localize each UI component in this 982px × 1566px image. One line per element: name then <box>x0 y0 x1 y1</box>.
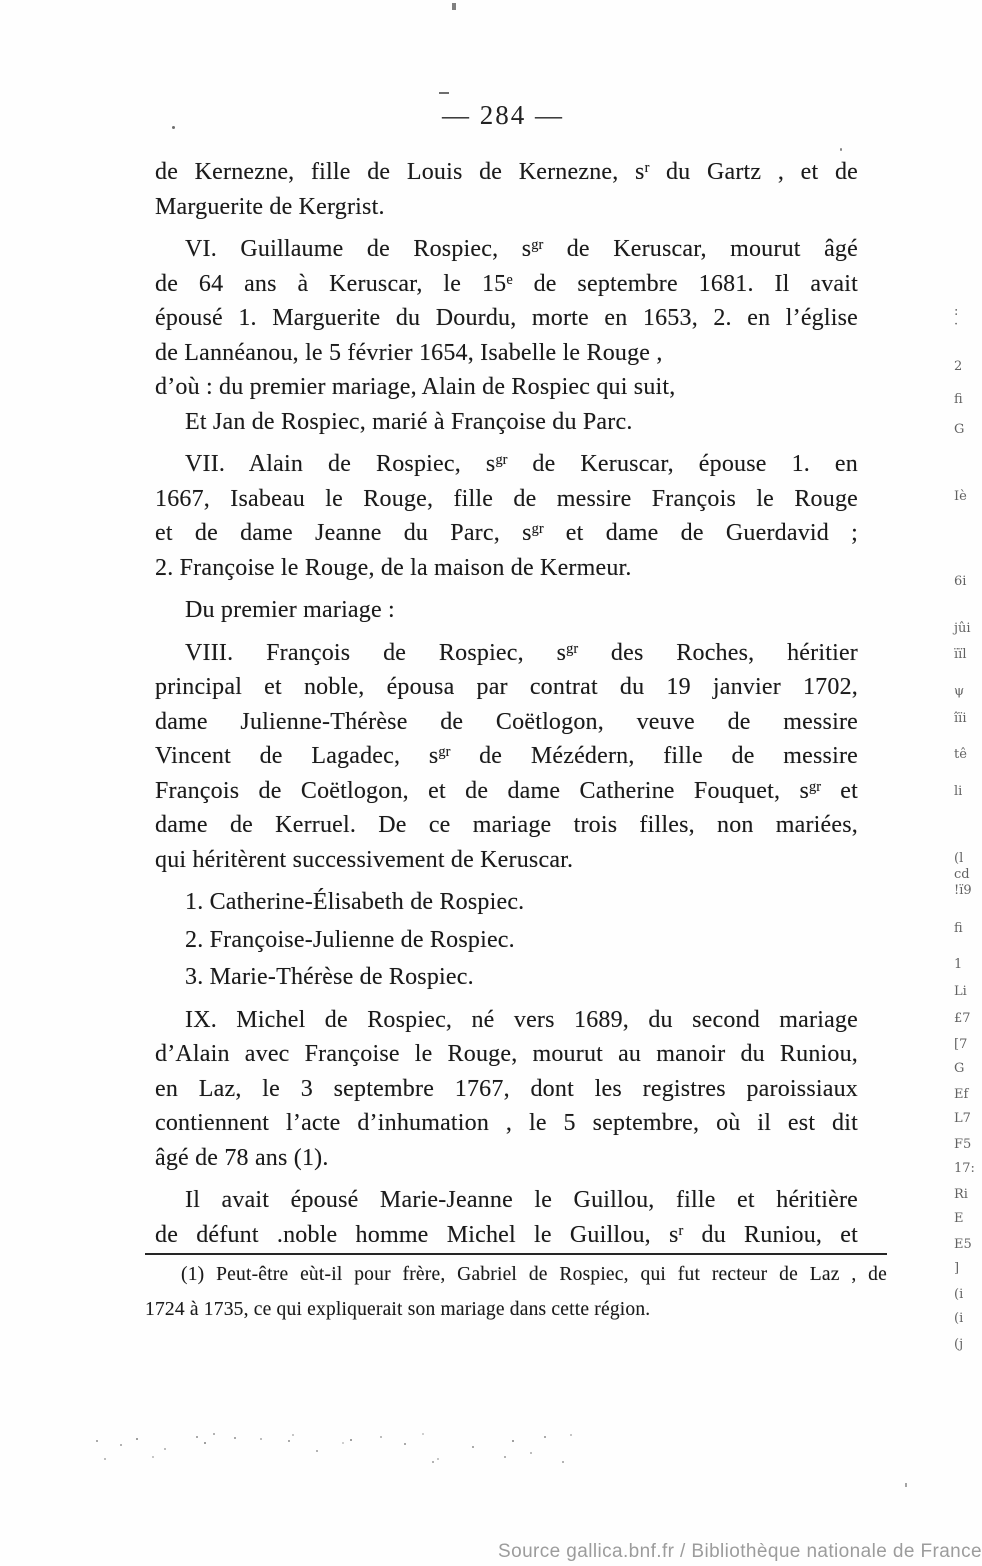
paragraph <box>155 1003 858 1176</box>
text-line: 2. Françoise le Rouge, de la maison de Kermeur. <box>155 554 632 581</box>
text-line: d’où : du premier mariage, Alain de Rospiec qui suit, <box>155 374 676 400</box>
bleed-fragment: : <box>954 304 959 319</box>
bleed-fragment: ψ <box>954 684 965 699</box>
bleed-fragment: 2 <box>954 359 963 374</box>
footnote-separator-rule <box>145 1253 887 1255</box>
scan-artifact <box>452 3 456 10</box>
text-line: et de dame Jeanne du Parc, $s^{gr}$ et dame de Guerdavid ; <box>155 520 858 546</box>
text-line: 3. Marie-Thérèse de Rospiec. <box>185 964 474 990</box>
scan-artifact <box>840 148 842 151</box>
text-line: de Kernezne, fille de Louis de Kernezne, $s^r$ du Gartz , et de <box>155 159 858 185</box>
text-line: de défunt .noble homme Michel le Guillou, $s^r$ du Runiou, et <box>155 1221 859 1248</box>
text-line: VII. Alain de Rospiec, $s^{gr}$ de Keruscar, épouse 1. en <box>185 451 858 477</box>
bleed-fragment: Li <box>954 984 967 999</box>
text-line: en Laz, le 3 septembre 1767, dont les registres paroissiaux <box>155 1075 858 1102</box>
page-number-header: — 284 — <box>442 100 564 130</box>
text-line: 1. Catherine-Élisabeth de Rospiec. <box>185 889 525 915</box>
bleed-fragment: Ef <box>954 1087 969 1102</box>
bleed-fragment: fi <box>954 392 963 407</box>
page-body-text <box>155 155 858 1252</box>
superscript: r <box>678 1222 684 1239</box>
superscript: gr <box>531 237 544 253</box>
text-line: Du premier mariage : <box>185 597 395 623</box>
paragraph <box>155 447 858 585</box>
text-line: épousé 1. Marguerite du Dourdu, morte en 1653, 2. en l’église <box>155 305 858 331</box>
text-line: d’Alain avec Françoise le Rouge, mourut au manoir du Runiou, <box>155 1041 858 1067</box>
superscript: e <box>506 271 513 288</box>
scan-artifact <box>439 92 449 94</box>
superscript: gr <box>809 778 821 795</box>
text-line: de Lannéanou, le 5 février 1654, Isabelle le Rouge , <box>155 339 663 366</box>
text-line: VI. Guillaume de Rospiec, $s^{gr}$ de Keruscar, mourut âgé <box>185 236 858 262</box>
text-line: IX. Michel de Rospiec, né vers 1689, du second mariage <box>185 1006 858 1033</box>
bleed-fragment: F5 <box>954 1137 972 1152</box>
paragraph <box>155 232 858 439</box>
text-line: Il avait épousé Marie-Jeanne le Guillou, fille et héritière <box>185 1187 858 1213</box>
text-line: 1724 à 1735, ce qui expliquerait son mariage dans cette région. <box>145 1298 651 1320</box>
bleed-fragment: 17: <box>954 1161 975 1176</box>
bleed-fragment: G <box>954 1061 965 1076</box>
text-line: dame de Kerruel. De ce mariage trois filles, non mariées, <box>155 812 858 838</box>
text-line: Vincent de Lagadec, $s^{gr}$ de Mézédern, fille de messire <box>155 743 858 769</box>
text-line: dame Julienne-Thérèse de Coëtlogon, veuve de messire <box>155 708 858 735</box>
bleed-fragment: 1 <box>954 957 963 972</box>
text-line: Marguerite de Kergrist. <box>155 193 385 220</box>
text-line: contiennent l’acte d’inhumation , le 5 septembre, où il est dit <box>155 1110 858 1136</box>
bleed-fragment: £7 <box>954 1011 971 1026</box>
bleed-fragment: [7 <box>954 1037 968 1052</box>
bleed-fragment: îïi <box>954 711 967 726</box>
superscript: r <box>644 160 650 176</box>
bleed-fragment: tê <box>954 747 967 762</box>
superscript: gr <box>531 521 544 537</box>
paragraph <box>155 593 858 628</box>
scan-artifact <box>172 126 175 129</box>
bleed-fragment: 6i <box>954 574 967 589</box>
text-line: de 64 ans à Keruscar, le 15e de septembre 1681. Il avait <box>155 270 858 297</box>
footnote-text <box>145 1262 887 1331</box>
paragraph <box>155 155 858 224</box>
bleed-fragment: fi <box>954 921 963 936</box>
bleed-fragment: (l <box>954 851 964 866</box>
text-line: principal et noble, épousa par contrat du 19 janvier 1702, <box>155 674 858 700</box>
superscript: gr <box>566 640 579 657</box>
bleed-fragment: G <box>954 422 965 437</box>
text-line: qui héritèrent successivement de Keruscar. <box>155 846 574 873</box>
bleed-fragment: L7 <box>954 1111 971 1126</box>
bleed-fragment: Ri <box>954 1187 968 1202</box>
source-attribution: Source gallica.bnf.fr / Bibliothèque nationale de France <box>498 1541 982 1562</box>
bleed-fragment: (i <box>954 1287 964 1302</box>
text-line: 1667, Isabeau le Rouge, fille de messire François le Rouge <box>155 485 858 512</box>
superscript: gr <box>438 744 451 760</box>
bleed-fragment: ] <box>954 1261 960 1276</box>
bleed-fragment: (j <box>954 1337 964 1352</box>
bleed-fragment: ïïl <box>954 647 967 662</box>
bleed-fragment: E <box>954 1211 964 1226</box>
text-line: VIII. François de Rospiec, $s^{gr}$ des Roches, héritier <box>185 639 859 666</box>
bleed-fragment: !ï9 <box>954 883 972 898</box>
bleed-fragment: jûi <box>954 621 971 636</box>
paragraph <box>155 636 858 878</box>
bleed-fragment: · <box>954 317 959 332</box>
text-line: 2. Françoise-Julienne de Rospiec. <box>185 926 515 953</box>
text-line: (1) Peut-être eùt-il pour frère, Gabriel de Rospiec, qui fut recteur de Laz , de <box>181 1264 887 1285</box>
text-line: âgé de 78 ans (1). <box>155 1144 329 1171</box>
paragraph <box>155 1183 858 1252</box>
bleed-fragment: Iè <box>954 489 967 504</box>
numbered-list <box>155 885 858 995</box>
bleed-fragment: li <box>954 784 963 799</box>
bleed-fragment: (i <box>954 1311 964 1326</box>
bleed-fragment: cd <box>954 867 970 882</box>
text-line: François de Coëtlogon, et de dame Catherine Fouquet, $s^{gr}$ et <box>155 777 859 804</box>
text-line: Et Jan de Rospiec, marié à Françoise du Parc. <box>185 408 633 435</box>
scan-noise-speckles <box>92 1428 94 1430</box>
scan-artifact <box>905 1483 907 1487</box>
superscript: gr <box>495 452 508 468</box>
bleed-fragment: E5 <box>954 1237 972 1252</box>
